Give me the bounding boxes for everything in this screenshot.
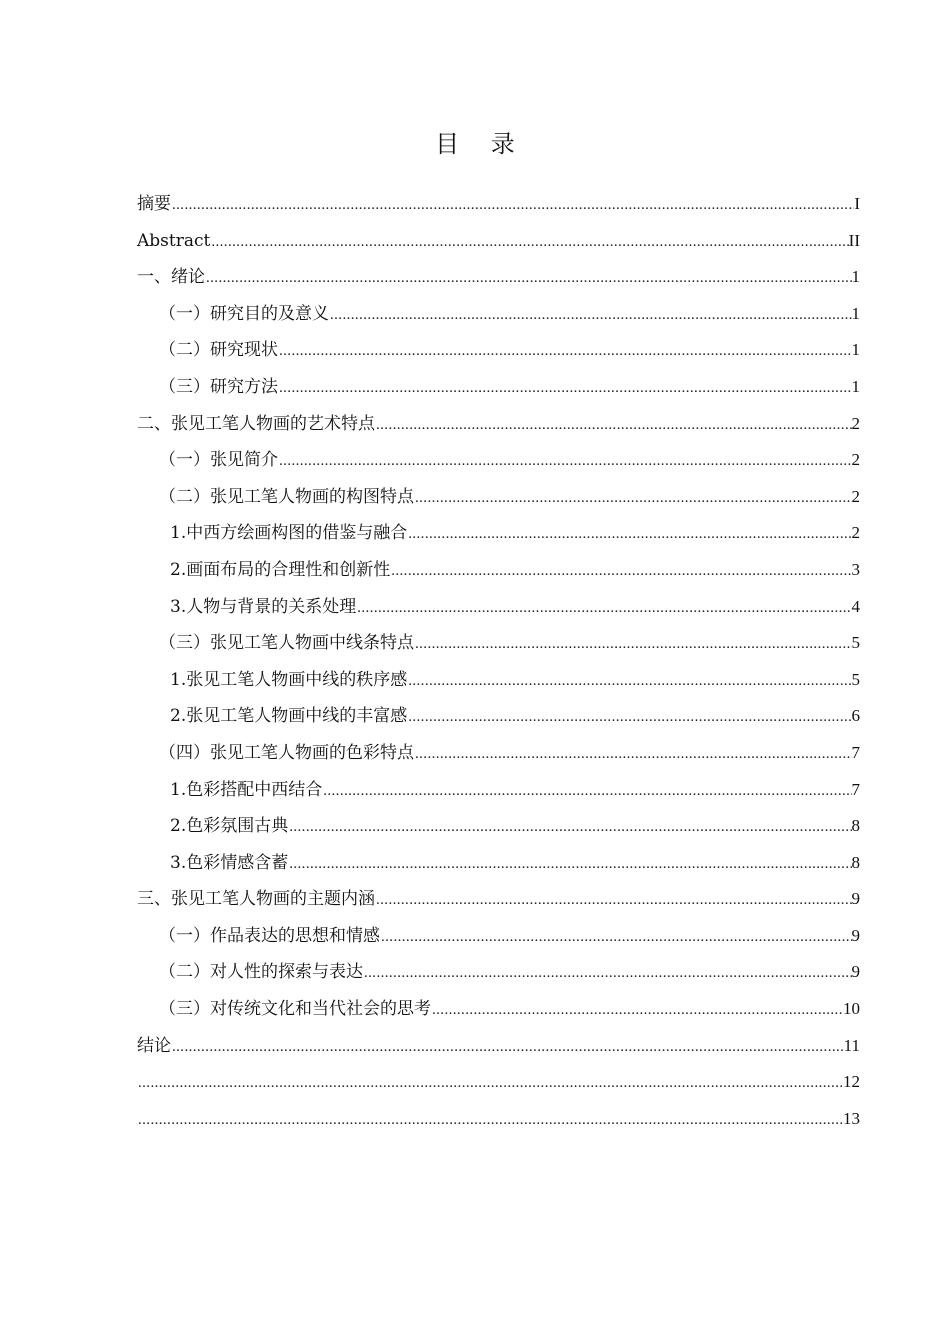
toc-entry-label: 二、张见工笔人物画的艺术特点 [137, 413, 375, 434]
toc-entry[interactable] [137, 552, 860, 589]
toc-dot-leader [278, 443, 852, 480]
toc-entry[interactable] [137, 259, 860, 296]
toc-entry[interactable] [137, 1028, 860, 1065]
toc-dot-leader [278, 370, 852, 407]
toc-dot-leader [278, 333, 852, 370]
toc-entry-label: 1.张见工笔人物画中线的秩序感 [170, 669, 408, 690]
toc-entry[interactable] [137, 186, 860, 223]
toc-entry-label: （一）研究目的及意义 [159, 303, 329, 324]
toc-entry[interactable] [137, 881, 860, 918]
toc-entry-label: 2.张见工笔人物画中线的丰富感 [170, 706, 408, 727]
toc-dot-leader [380, 919, 852, 956]
toc-dot-leader [171, 1029, 844, 1066]
toc-page-number: 9 [851, 962, 860, 982]
toc-dot-leader [137, 1102, 843, 1139]
toc-entry-label: 一、绪论 [137, 267, 205, 288]
toc-page-number: 12 [843, 1072, 860, 1092]
toc-entry-label: 三、张见工笔人物画的主题内涵 [137, 889, 375, 910]
toc-entry-label: Abstract [137, 230, 211, 251]
toc-page-number: 3 [851, 559, 860, 579]
toc-dot-leader [431, 992, 843, 1029]
toc-page-number: 8 [851, 816, 860, 836]
toc-entry[interactable] [137, 223, 860, 260]
toc-page-number: 2 [851, 523, 860, 543]
toc-page-number: 5 [851, 669, 860, 689]
toc-entry[interactable] [137, 772, 860, 809]
toc-dot-leader [375, 407, 852, 444]
toc-entry[interactable] [137, 442, 860, 479]
toc-entry[interactable] [137, 735, 860, 772]
toc-page-number: 1 [851, 303, 860, 323]
toc-entry-label: 3.色彩情感含蓄 [170, 852, 289, 873]
toc-entry[interactable] [137, 698, 860, 735]
toc-entry[interactable] [137, 918, 860, 955]
toc-page-number: 4 [851, 596, 860, 616]
toc-dot-leader [137, 1065, 843, 1102]
toc-page-number: 1 [851, 376, 860, 396]
toc-entry-label: 结论 [137, 1035, 171, 1056]
table-of-contents [137, 186, 860, 1137]
toc-entry[interactable] [137, 406, 860, 443]
toc-dot-leader [288, 809, 851, 846]
toc-title: 目 录 [435, 130, 527, 158]
toc-entry[interactable] [137, 954, 860, 991]
toc-entry-label: （二）对人性的探索与表达 [159, 962, 363, 983]
toc-page-number: 2 [851, 486, 860, 506]
toc-dot-leader [288, 846, 851, 883]
toc-dot-leader [329, 297, 852, 334]
toc-page-number: 2 [851, 450, 860, 470]
toc-page-number: 13 [843, 1108, 860, 1128]
toc-entry[interactable] [137, 589, 860, 626]
toc-dot-leader [407, 699, 851, 736]
toc-dot-leader [375, 882, 852, 919]
toc-dot-leader [363, 955, 852, 992]
toc-entry-label: 1.色彩搭配中西结合 [170, 779, 323, 800]
toc-page-number: 6 [851, 706, 860, 726]
toc-page-number: 1 [851, 340, 860, 360]
toc-dot-leader [322, 773, 851, 810]
toc-dot-leader [414, 626, 852, 663]
toc-entry-label: （一）作品表达的思想和情感 [159, 925, 380, 946]
toc-entry-label: （三）张见工笔人物画中线条特点 [159, 633, 414, 654]
toc-dot-leader [407, 516, 851, 553]
toc-entry-label: 2.色彩氛围古典 [170, 816, 289, 837]
toc-entry[interactable] [137, 296, 860, 333]
toc-page-number: 9 [851, 925, 860, 945]
toc-page-number: II [848, 230, 860, 250]
toc-page-number: 5 [851, 633, 860, 653]
toc-page-number: 2 [851, 413, 860, 433]
toc-entry-label: 摘要 [137, 194, 171, 214]
toc-page-number: I [854, 194, 860, 213]
toc-dot-leader [356, 590, 851, 627]
toc-entry-label: （一）张见简介 [159, 450, 278, 471]
toc-dot-leader [414, 480, 852, 517]
toc-entry[interactable] [137, 991, 860, 1028]
toc-entry[interactable] [137, 845, 860, 882]
toc-entry-label: （二）张见工笔人物画的构图特点 [159, 486, 414, 507]
toc-dot-leader [171, 187, 854, 224]
toc-entry-label: 3.人物与背景的关系处理 [170, 596, 357, 617]
toc-entry-label: （四）张见工笔人物画的色彩特点 [159, 742, 414, 763]
toc-dot-leader [407, 663, 851, 700]
toc-dot-leader [210, 224, 848, 261]
toc-entry[interactable] [137, 1101, 860, 1138]
toc-entry[interactable] [137, 332, 860, 369]
toc-dot-leader [390, 553, 851, 590]
toc-entry[interactable] [137, 479, 860, 516]
toc-entry-label: 1.中西方绘画构图的借鉴与融合 [170, 523, 408, 544]
toc-entry-label: （三）研究方法 [159, 376, 278, 397]
toc-entry[interactable] [137, 369, 860, 406]
toc-page-number: 11 [843, 1035, 860, 1055]
toc-page-number: 10 [843, 999, 860, 1019]
toc-page-number: 8 [851, 852, 860, 872]
toc-entry-label: （二）研究现状 [159, 340, 278, 361]
toc-entry[interactable] [137, 808, 860, 845]
toc-entry[interactable] [137, 515, 860, 552]
toc-page-number: 7 [851, 742, 860, 762]
toc-dot-leader [414, 736, 852, 773]
toc-entry[interactable] [137, 662, 860, 699]
toc-entry[interactable] [137, 625, 860, 662]
toc-page-number: 7 [851, 779, 860, 799]
toc-entry[interactable] [137, 1064, 860, 1101]
toc-entry-label: 2.画面布局的合理性和创新性 [170, 559, 391, 580]
toc-entry-label: （三）对传统文化和当代社会的思考 [159, 999, 431, 1020]
toc-page-number: 1 [851, 267, 860, 287]
toc-page-number: 9 [851, 889, 860, 909]
toc-dot-leader [205, 260, 852, 297]
